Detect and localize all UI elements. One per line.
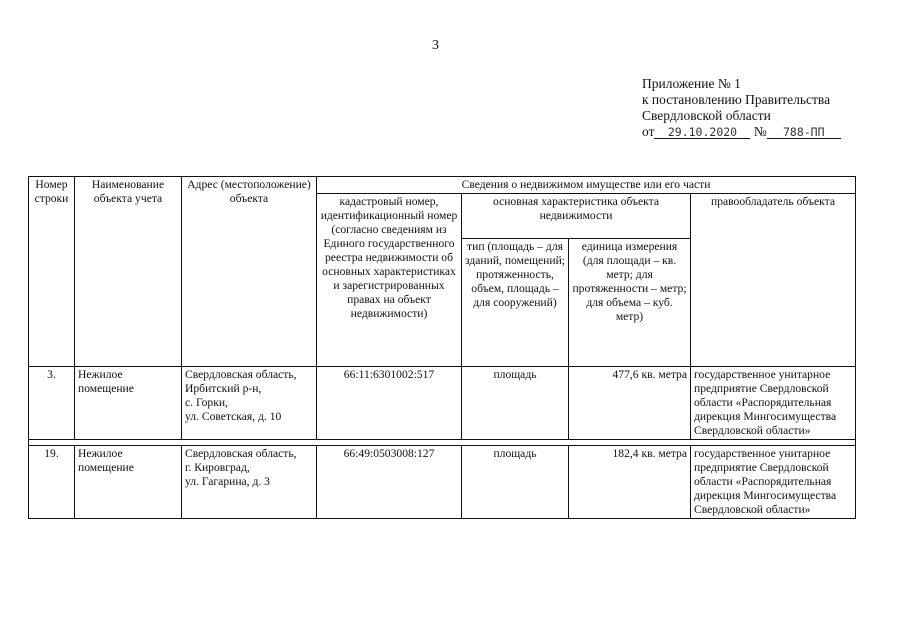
- number-value: 788-ПП: [767, 126, 841, 139]
- cell-value: 477,6 кв. метра: [569, 367, 691, 440]
- address-line: Свердловская область,: [185, 447, 297, 460]
- appendix-region: Свердловской области: [642, 108, 771, 123]
- date-prefix: от: [642, 124, 655, 139]
- property-table: [28, 176, 856, 519]
- address-line: с. Горки,: [185, 396, 228, 409]
- number-prefix: №: [753, 124, 767, 139]
- cell-type: площадь: [462, 367, 569, 440]
- cell-row-number: 19.: [29, 446, 75, 519]
- cell-object-name: Нежилое помещение: [75, 367, 182, 440]
- header-cadastral: кадастровый номер, идентификационный номер (согласно сведениям из Единого государственного реестра недвижимости об основных характеристиках и зарегистрированных правах на объект недвижимости): [317, 194, 462, 367]
- header-row-number: Номер строки: [29, 177, 75, 367]
- header-type: тип (площадь – для зданий, помещений; протяженность, объем, площадь – для сооружений): [462, 239, 569, 367]
- cell-type: площадь: [462, 446, 569, 519]
- address-line: ул. Гагарина, д. 3: [185, 475, 270, 488]
- address-line: Свердловская область,: [185, 368, 297, 381]
- table-row: [29, 446, 856, 519]
- address-line: ул. Советская, д. 10: [185, 410, 282, 423]
- header-object-name: Наименование объекта учета: [75, 177, 182, 367]
- header-property-info: Сведения о недвижимом имуществе или его части: [317, 177, 856, 194]
- appendix-date-line: [642, 124, 841, 140]
- address-line: Ирбитский р-н,: [185, 382, 262, 395]
- header-owner: правообладатель объекта: [691, 194, 856, 367]
- appendix-block: [642, 76, 841, 140]
- cell-value: 182,4 кв. метра: [569, 446, 691, 519]
- header-unit: единица измерения (для площади – кв. метр; для протяженности – метр; для объема – куб. метр): [569, 239, 691, 367]
- header-main-characteristic: основная характеристика объекта недвижимости: [462, 194, 691, 239]
- cell-object-name: Нежилое помещение: [75, 446, 182, 519]
- table-row: [29, 367, 856, 440]
- cell-address: [182, 446, 317, 519]
- appendix-resolution: к постановлению Правительства: [642, 92, 831, 107]
- cell-cadastral: 66:11:6301002:517: [317, 367, 462, 440]
- appendix-title: Приложение № 1: [642, 76, 741, 91]
- header-row-1: [29, 177, 856, 194]
- cell-owner: государственное унитарное предприятие Свердловской области «Распорядительная дирекция Мингосимущества Свердловской области»: [691, 446, 856, 519]
- cell-owner: государственное унитарное предприятие Свердловской области «Распорядительная дирекция Мингосимущества Свердловской области»: [691, 367, 856, 440]
- cell-row-number: 3.: [29, 367, 75, 440]
- cell-cadastral: 66:49:0503008:127: [317, 446, 462, 519]
- page-number: 3: [432, 38, 439, 53]
- date-value: 29.10.2020: [654, 126, 750, 139]
- address-line: г. Кировград,: [185, 461, 250, 474]
- header-address: Адрес (местоположение) объекта: [182, 177, 317, 367]
- cell-address: [182, 367, 317, 440]
